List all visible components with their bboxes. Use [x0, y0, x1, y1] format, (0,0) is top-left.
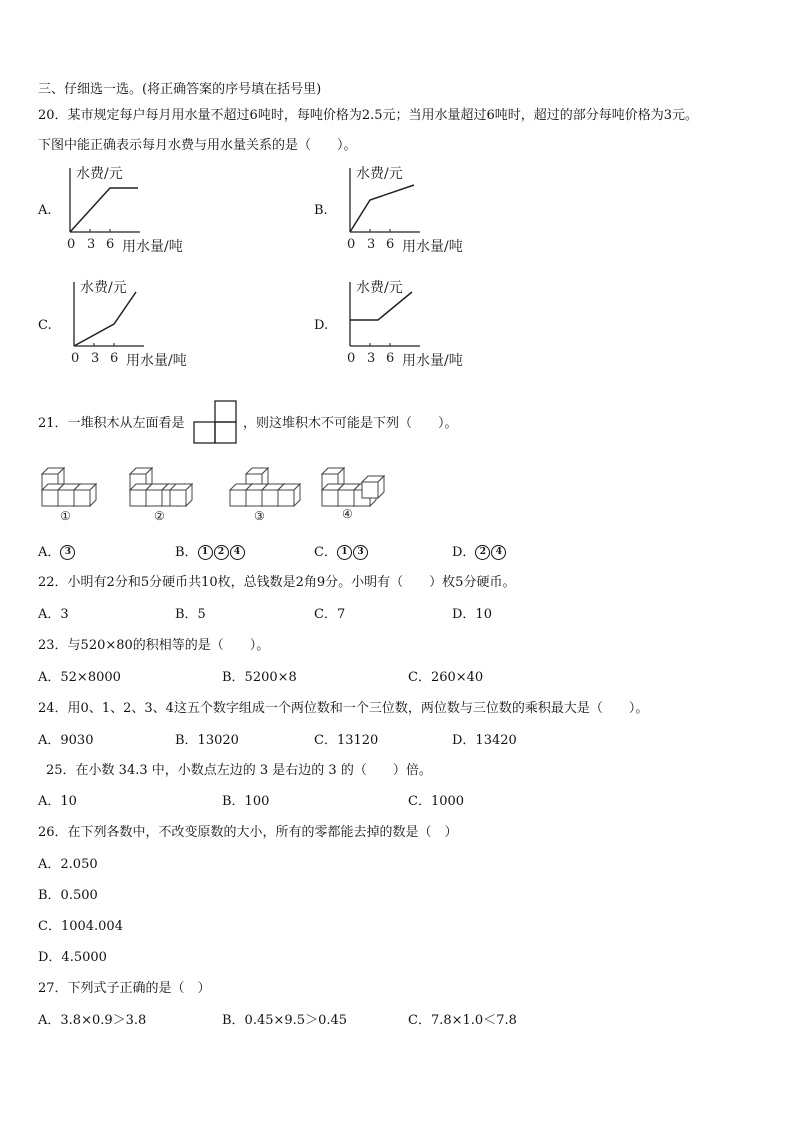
- q20-graph-a-xlabel: 用水量/吨: [122, 239, 183, 255]
- q21-option-d-mark-2: 4: [491, 545, 506, 560]
- q20-graph-c-line: [74, 292, 136, 346]
- q21-option-b-mark-2: 2: [214, 545, 229, 560]
- q20-graph-a: [60, 160, 220, 260]
- q20-graph-d: [340, 274, 500, 374]
- q21-option-c-mark-2: 3: [353, 545, 368, 560]
- q21-text-before: 21．一堆积木从左面看是: [38, 416, 185, 431]
- q21-figure-3-label: ③: [254, 509, 265, 523]
- q21-option-b-mark-1: 1: [198, 545, 213, 560]
- q21-option-d-letter: D．: [452, 545, 476, 560]
- q27-option-a: A．3.8×0.9＞3.8: [38, 1013, 147, 1028]
- q20-graph-d-tick-6: 6: [386, 351, 395, 366]
- q23-option-b: B．5200×8: [222, 670, 297, 685]
- q21-figure-4-label: ④: [342, 507, 353, 521]
- q20-option-d-label: D.: [314, 318, 329, 333]
- q22-option-b: B．5: [175, 607, 206, 622]
- q26-option-b: B．0.500: [38, 888, 98, 903]
- q23-text: 23．与520×80的积相等的是（ ）。: [38, 638, 270, 653]
- q27-text: 27．下列式子正确的是（ ）: [38, 981, 211, 996]
- q24-option-c: C．13120: [314, 733, 379, 748]
- q21-option-c: [314, 541, 369, 560]
- q24-option-a: A．9030: [38, 733, 94, 748]
- q23-option-c: C．260×40: [408, 670, 484, 685]
- q25-text: 25．在小数 34.3 中，小数点左边的 3 是右边的 3 的（ ）倍。: [46, 763, 432, 778]
- q20-graph-b-tick-6: 6: [386, 237, 395, 252]
- q20-graph-a-ylabel: 水费/元: [76, 166, 123, 182]
- q20-graph-a-tick-0: 0: [67, 237, 76, 252]
- q20-graph-a-tick-3: 3: [87, 237, 96, 252]
- q25-option-b: B．100: [222, 794, 270, 809]
- q22-option-d: D．10: [452, 607, 492, 622]
- q21-text-after: ，则这堆积木不可能是下列（ ）。: [243, 416, 458, 431]
- q22-option-c: C．7: [314, 607, 346, 622]
- q21-option-a-mark-1: 3: [60, 545, 75, 560]
- q22-option-a: A．3: [38, 607, 69, 622]
- q20-option-c-label: C.: [38, 318, 52, 333]
- q21-figure-1-label: ①: [60, 509, 71, 523]
- q21-option-d: [452, 541, 507, 560]
- q21-option-b: [175, 541, 246, 560]
- q20-line2: 下图中能正确表示每月水费与用水量关系的是（ ）。: [38, 138, 357, 153]
- q27-option-b: B．0.45×9.5＞0.45: [222, 1013, 348, 1028]
- q20-graph-a-line: [70, 188, 138, 232]
- q21-option-b-mark-3: 4: [230, 545, 245, 560]
- q20-option-b-label: B.: [314, 203, 328, 218]
- q21-figure-1: [42, 468, 96, 506]
- q21-option-a-letter: A．: [38, 545, 61, 560]
- q20-line1: 20．某市规定每户每月用水量不超过6吨时，每吨价格为2.5元；当用水量超过6吨时，超过的部分每吨价格为3元。: [38, 108, 699, 123]
- q21-block-figures: [36, 458, 406, 526]
- q24-text: 24．用0、1、2、3、4这五个数字组成一个两位数和一个三位数，两位数与三位数的乘积最大是（ ）。: [38, 701, 649, 716]
- q20-graph-c-tick-3: 3: [91, 351, 100, 366]
- q23-option-a: A．52×8000: [38, 670, 121, 685]
- section-title: 三、仔细选一选。(将正确答案的序号填在括号里): [38, 82, 322, 97]
- q20-graph-c: [64, 274, 224, 374]
- q21-option-c-mark-1: 1: [337, 545, 352, 560]
- q20-graph-b-tick-0: 0: [347, 237, 356, 252]
- q21-figure-4: [322, 468, 384, 506]
- q21-option-b-letter: B．: [175, 545, 198, 560]
- q21-figure-2: [130, 468, 192, 506]
- q20-graph-d-tick-3: 3: [367, 351, 376, 366]
- q20-graph-c-ylabel: 水费/元: [80, 280, 127, 296]
- q20-graph-b-line: [350, 185, 414, 232]
- q25-option-a: A．10: [38, 794, 77, 809]
- q20-graph-b: [340, 160, 500, 260]
- q20-graph-a-tick-6: 6: [106, 237, 115, 252]
- q26-option-d: D．4.5000: [38, 950, 107, 965]
- q20-graph-d-line: [350, 292, 412, 320]
- q22-text: 22．小明有2分和5分硬币共10枚，总钱数是2角9分。小明有（ ）枚5分硬币。: [38, 575, 516, 590]
- q24-option-d: D．13420: [452, 733, 517, 748]
- q21-figure-2-label: ②: [154, 509, 165, 523]
- q20-graph-c-tick-0: 0: [71, 351, 80, 366]
- q20-graph-b-tick-3: 3: [367, 237, 376, 252]
- q20-graph-d-ylabel: 水费/元: [356, 280, 403, 296]
- q20-graph-c-xlabel: 用水量/吨: [126, 353, 187, 369]
- q20-graph-d-xlabel: 用水量/吨: [402, 353, 463, 369]
- q21-option-a: [38, 541, 76, 560]
- q21-figure-3: [230, 468, 300, 506]
- q21-option-d-mark-1: 2: [475, 545, 490, 560]
- q27-option-c: C．7.8×1.0＜7.8: [408, 1013, 517, 1028]
- q20-graph-c-tick-6: 6: [110, 351, 119, 366]
- q25-option-c: C．1000: [408, 794, 465, 809]
- q26-option-c: C．1004.004: [38, 919, 123, 934]
- q20-graph-d-tick-0: 0: [347, 351, 356, 366]
- q20-graph-b-xlabel: 用水量/吨: [402, 239, 463, 255]
- q26-text: 26．在下列各数中，不改变原数的大小，所有的零都能去掉的数是（ ）: [38, 825, 458, 840]
- q26-option-a: A．2.050: [38, 857, 98, 872]
- q20-graph-b-ylabel: 水费/元: [356, 166, 403, 182]
- q20-option-a-label: A.: [38, 203, 52, 218]
- q21-left-view-figure: [193, 399, 239, 445]
- q21-option-c-letter: C．: [314, 545, 337, 560]
- q24-option-b: B．13020: [175, 733, 239, 748]
